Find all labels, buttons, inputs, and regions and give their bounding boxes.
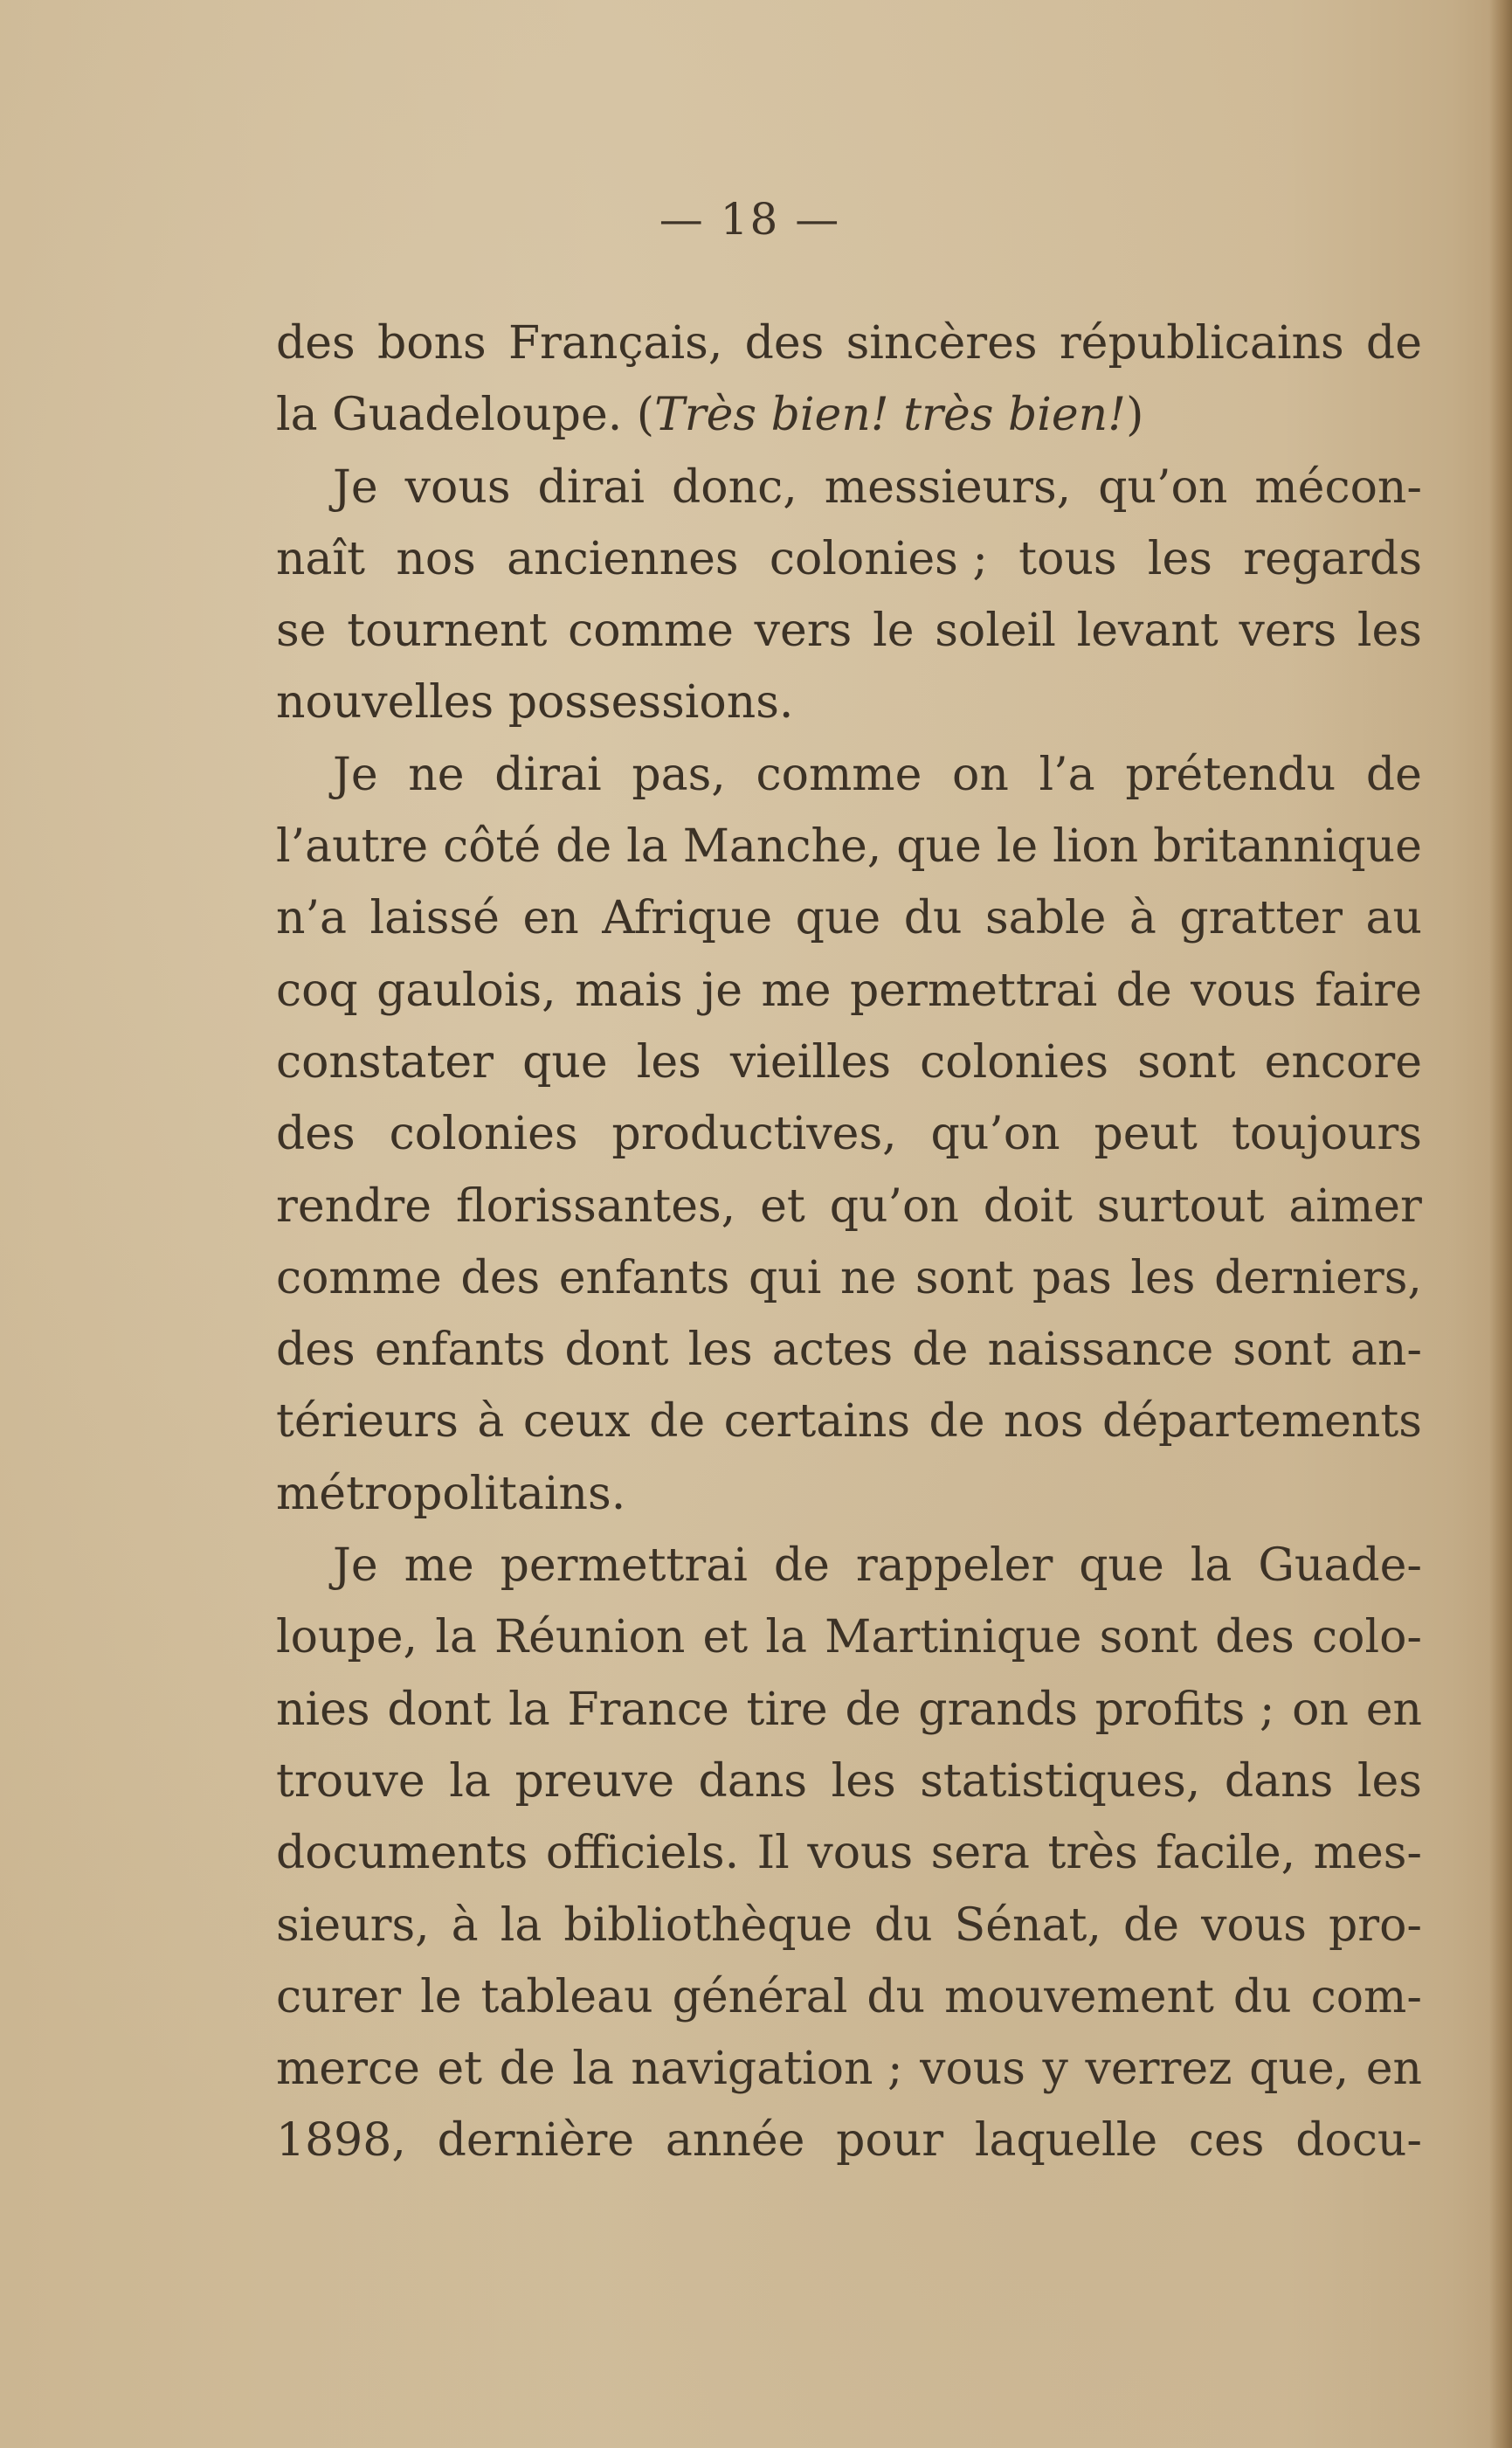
word: bibliothèque	[563, 1898, 853, 1952]
text-line	[276, 379, 1422, 451]
word: dont	[564, 1324, 669, 1377]
word: pour	[836, 2114, 944, 2168]
word: rappeler	[855, 1539, 1053, 1593]
word: on	[1292, 1683, 1349, 1736]
paragraph-start-line	[276, 739, 1422, 811]
word: vers	[1239, 605, 1337, 658]
word: la	[500, 1898, 542, 1952]
word: officiels.	[545, 1827, 740, 1880]
word: ceux	[522, 1395, 631, 1449]
word: les	[1147, 532, 1212, 585]
page-number: — 18 —	[659, 194, 841, 245]
word: la	[626, 820, 668, 874]
word: la	[435, 1611, 477, 1664]
word: docu-	[1295, 2114, 1422, 2168]
word: profits ;	[1094, 1683, 1275, 1736]
word: sincères	[846, 317, 1038, 370]
word: dont	[387, 1683, 492, 1736]
line-text: métropolitains.	[276, 1467, 626, 1520]
word: surtout	[1096, 1179, 1265, 1233]
word: à	[451, 1898, 479, 1952]
word: côté	[443, 820, 542, 874]
word: qu’on	[829, 1179, 959, 1233]
word: merce	[276, 2043, 420, 2096]
word: curer	[276, 1970, 402, 2023]
word: se	[276, 605, 327, 658]
word: qui	[748, 1251, 822, 1304]
word: anciennes	[507, 532, 739, 585]
word: Français,	[507, 317, 723, 370]
word: gaulois,	[376, 964, 556, 1017]
text-line	[276, 523, 1422, 595]
word: mécon-	[1254, 460, 1422, 514]
word: Martinique	[825, 1611, 1082, 1664]
text-line	[276, 2105, 1422, 2176]
word: à	[1129, 892, 1156, 945]
word: documents	[276, 1827, 528, 1880]
word: sont	[915, 1251, 1014, 1304]
word: que	[522, 1035, 608, 1089]
word: ces	[1188, 2114, 1265, 2168]
word: Je	[333, 748, 378, 801]
word: de	[845, 1683, 901, 1736]
word: an-	[1350, 1324, 1422, 1377]
word: mais	[575, 964, 683, 1017]
word: coq	[276, 964, 358, 1017]
text-line	[276, 308, 1422, 379]
word: que	[896, 820, 982, 874]
word: peut	[1094, 1108, 1198, 1161]
word: les	[831, 1754, 896, 1808]
word: Je	[333, 1539, 378, 1593]
word: pro-	[1328, 1898, 1422, 1952]
word: les	[1357, 605, 1422, 658]
word: grands	[918, 1683, 1078, 1736]
text-segment: )	[1126, 389, 1144, 442]
word: y	[1042, 2043, 1068, 2096]
text-line	[276, 1098, 1422, 1170]
word: vous	[807, 1827, 914, 1880]
text-line	[276, 1314, 1422, 1386]
word: colonies ;	[769, 532, 988, 585]
word: navigation ;	[631, 2043, 903, 2096]
word: facile,	[1156, 1827, 1296, 1880]
word: loupe,	[276, 1611, 418, 1664]
word: dirai	[537, 460, 645, 514]
word: mes-	[1313, 1827, 1422, 1880]
word: l’autre	[276, 820, 429, 874]
word: tire	[746, 1683, 828, 1736]
text-line	[276, 1386, 1422, 1457]
text-segment: la Guadeloupe. (	[276, 389, 655, 442]
word: sable	[985, 892, 1107, 945]
word: sieurs,	[276, 1898, 430, 1952]
text-line	[276, 811, 1422, 882]
word: vous	[1201, 1898, 1307, 1952]
word: naissance	[987, 1324, 1214, 1377]
word: des	[276, 1108, 356, 1161]
word: laissé	[369, 892, 500, 945]
word: faire	[1315, 964, 1422, 1017]
word: de	[912, 1324, 969, 1377]
word: France	[567, 1683, 729, 1736]
word: qu’on	[930, 1108, 1060, 1161]
word: on	[952, 748, 1009, 801]
text-line	[276, 1171, 1422, 1242]
word: n’a	[276, 892, 348, 945]
word: Je	[333, 460, 378, 514]
text-line	[276, 1890, 1422, 1961]
word: que,	[1249, 2043, 1350, 2096]
word: de	[649, 1395, 706, 1449]
word: colonies	[920, 1035, 1109, 1089]
word: le	[873, 605, 915, 658]
word: aimer	[1288, 1179, 1422, 1233]
text-line	[276, 1961, 1422, 2033]
word: pas,	[632, 748, 726, 801]
word: mouvement	[944, 1970, 1214, 2023]
word: productives,	[611, 1108, 897, 1161]
word: bons	[376, 317, 487, 370]
word: comme	[276, 1251, 442, 1304]
word: permettrai	[849, 964, 1098, 1017]
line-text	[276, 379, 1143, 451]
word: Guade-	[1258, 1539, 1422, 1593]
word: dans	[698, 1754, 808, 1808]
word: très	[1047, 1827, 1138, 1880]
word: messieurs,	[824, 460, 1072, 514]
word: de	[773, 1539, 830, 1593]
word: des	[460, 1251, 541, 1304]
word: colo-	[1312, 1611, 1422, 1664]
word: vous	[920, 2043, 1025, 2096]
word: la	[765, 1611, 807, 1664]
word: comme	[756, 748, 922, 801]
word: que	[1079, 1539, 1164, 1593]
paragraph-end-line	[276, 667, 1422, 738]
word: nies	[276, 1683, 370, 1736]
word: colonies	[389, 1108, 578, 1161]
paragraph-start-line	[276, 1530, 1422, 1601]
word: donc,	[672, 460, 797, 514]
text-line	[276, 1242, 1422, 1314]
word: de	[1365, 748, 1422, 801]
word: ne	[408, 748, 465, 801]
word: enfants	[558, 1251, 730, 1304]
word: enfants	[374, 1324, 546, 1377]
word: Afrique	[602, 892, 773, 945]
word: en	[1365, 2043, 1422, 2096]
word: Réunion	[494, 1611, 686, 1664]
word: nos	[396, 532, 476, 585]
word: Sénat,	[954, 1898, 1101, 1952]
word: les	[687, 1324, 753, 1377]
word: verrez	[1085, 2043, 1232, 2096]
word: sera	[930, 1827, 1030, 1880]
word: de	[499, 2043, 556, 2096]
word: départements	[1101, 1395, 1422, 1449]
word: regards	[1243, 532, 1422, 585]
word: com-	[1310, 1970, 1422, 2023]
word: au	[1365, 892, 1422, 945]
word: toujours	[1231, 1108, 1422, 1161]
word: et	[760, 1179, 805, 1233]
word: statistiques,	[920, 1754, 1201, 1808]
word: nos	[1004, 1395, 1084, 1449]
word: ne	[839, 1251, 897, 1304]
word: des	[1215, 1611, 1295, 1664]
word: dans	[1224, 1754, 1334, 1808]
word: de	[929, 1395, 985, 1449]
word: trouve	[276, 1754, 425, 1808]
word: tournent	[347, 605, 548, 658]
page-edge-shadow	[1489, 0, 1512, 2448]
word: soleil	[935, 605, 1056, 658]
text-line	[276, 1746, 1422, 1817]
word: certains	[723, 1395, 911, 1449]
word: de	[1365, 317, 1422, 370]
word: Manche,	[682, 820, 882, 874]
word: doit	[983, 1179, 1073, 1233]
word: le	[996, 820, 1039, 874]
text-line	[276, 882, 1422, 954]
word: la	[508, 1683, 550, 1736]
word: britannique	[1153, 820, 1422, 874]
word: dirai	[494, 748, 602, 801]
word: la	[449, 1754, 491, 1808]
word: du	[903, 892, 963, 945]
word: en	[522, 892, 579, 945]
word: pas	[1032, 1251, 1112, 1304]
word: année	[665, 2114, 805, 2168]
word: actes	[771, 1324, 894, 1377]
word: des	[276, 317, 356, 370]
text-line	[276, 1601, 1422, 1673]
word: florissantes,	[455, 1179, 736, 1233]
text-line	[276, 1027, 1422, 1098]
word: général	[672, 1970, 848, 2023]
word: des	[276, 1324, 356, 1377]
word: dernière	[437, 2114, 635, 2168]
word: des	[744, 317, 825, 370]
text-line	[276, 595, 1422, 667]
word: de	[1123, 1898, 1180, 1952]
word: encore	[1264, 1035, 1422, 1089]
word: vous	[1191, 964, 1296, 1017]
word: l’a	[1039, 748, 1095, 801]
word: Il	[756, 1827, 790, 1880]
word: du	[873, 1898, 933, 1952]
word: comme	[568, 605, 734, 658]
word: vieilles	[729, 1035, 892, 1089]
word: térieurs	[276, 1395, 459, 1449]
word: constater	[276, 1035, 494, 1089]
word: vers	[754, 605, 853, 658]
word: prétendu	[1125, 748, 1336, 801]
word: sont	[1099, 1611, 1198, 1664]
paragraph-end-line	[276, 1458, 1422, 1530]
word: tableau	[480, 1970, 653, 2023]
word: derniers,	[1214, 1251, 1422, 1304]
body-text	[276, 308, 1422, 2177]
word: levant	[1076, 605, 1219, 658]
word: de	[1115, 964, 1172, 1017]
applause-italic: Très bien! très bien!	[654, 389, 1127, 442]
word: tous	[1018, 532, 1117, 585]
text-line	[276, 1674, 1422, 1746]
word: preuve	[514, 1754, 674, 1808]
paragraph-start-line	[276, 452, 1422, 523]
line-text: nouvelles possessions.	[276, 676, 794, 730]
word: me	[404, 1539, 474, 1593]
word: et	[437, 2043, 483, 2096]
word: les	[1130, 1251, 1196, 1304]
word: les	[1357, 1754, 1422, 1808]
word: que	[795, 892, 881, 945]
word: rendre	[276, 1179, 432, 1233]
word: du	[1232, 1970, 1292, 2023]
word: vous	[404, 460, 511, 514]
text-line	[276, 955, 1422, 1027]
word: laquelle	[974, 2114, 1158, 2168]
word: gratter	[1179, 892, 1343, 945]
word: la	[572, 2043, 614, 2096]
word: sont	[1137, 1035, 1236, 1089]
word: permettrai	[500, 1539, 748, 1593]
word: à	[477, 1395, 505, 1449]
word: je	[701, 964, 743, 1017]
text-line	[276, 2033, 1422, 2105]
word: me	[761, 964, 832, 1017]
word: républicains	[1059, 317, 1344, 370]
word: en	[1365, 1683, 1422, 1736]
word: sont	[1232, 1324, 1331, 1377]
word: de	[556, 820, 612, 874]
text-line	[276, 1817, 1422, 1889]
word: naît	[276, 532, 366, 585]
word: lion	[1053, 820, 1139, 874]
word: les	[636, 1035, 701, 1089]
word: qu’on	[1098, 460, 1228, 514]
word: 1898,	[276, 2114, 406, 2168]
word: le	[420, 1970, 462, 2023]
word: et	[702, 1611, 749, 1664]
word: du	[866, 1970, 926, 2023]
word: la	[1190, 1539, 1232, 1593]
